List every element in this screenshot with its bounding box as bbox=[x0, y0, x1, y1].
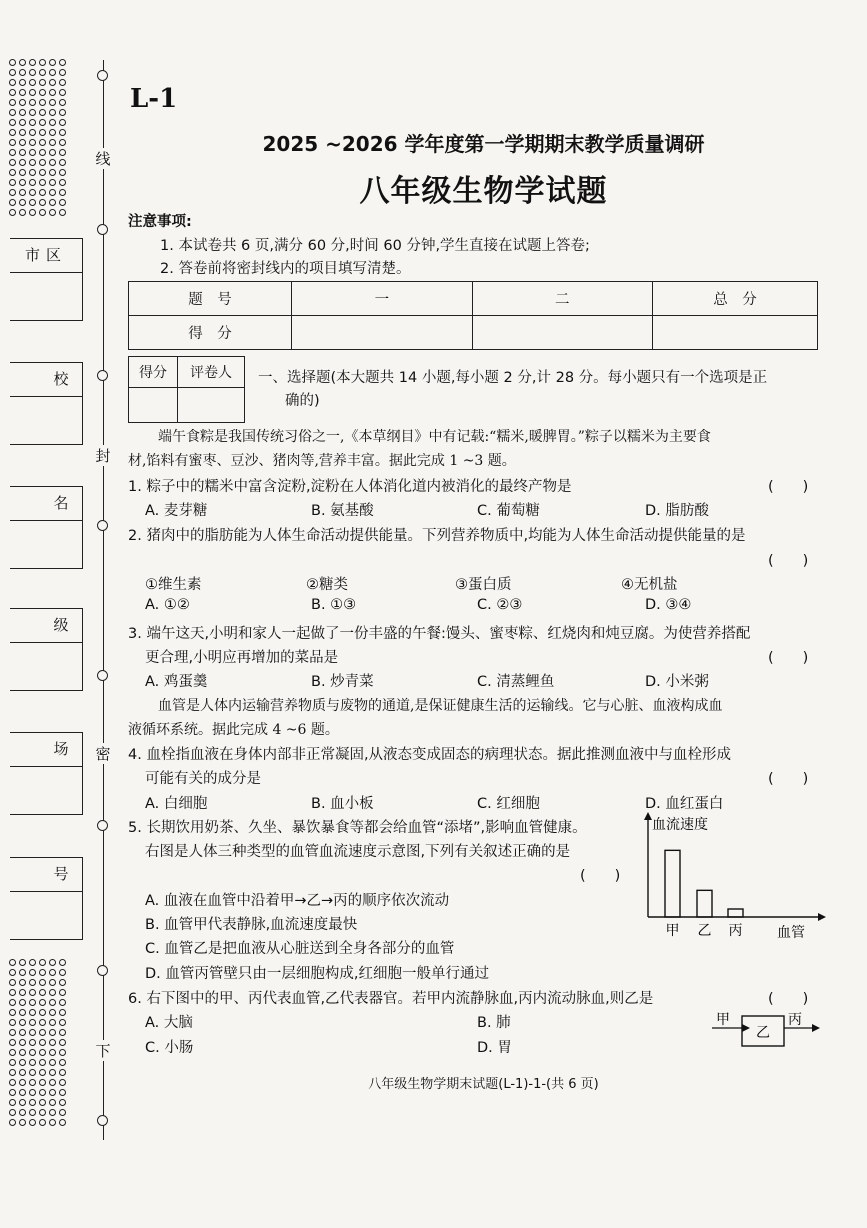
binding-dot bbox=[39, 1119, 46, 1126]
diagram-label-in: 甲 bbox=[716, 1012, 730, 1028]
q4-option-d[interactable]: D. 血红蛋白 bbox=[645, 796, 724, 812]
x-axis-label: 血管 bbox=[777, 925, 805, 941]
binding-dot bbox=[9, 209, 16, 216]
binding-dot bbox=[39, 1099, 46, 1106]
field-box-exam-room[interactable] bbox=[10, 732, 83, 815]
binding-dot bbox=[49, 89, 56, 96]
binding-dot bbox=[49, 999, 56, 1006]
field-box-name[interactable] bbox=[10, 486, 83, 569]
binding-dot bbox=[49, 99, 56, 106]
diagram-label-organ: 乙 bbox=[756, 1025, 770, 1041]
binding-dot bbox=[49, 1069, 56, 1076]
binding-dot bbox=[49, 969, 56, 976]
field-box-district[interactable] bbox=[10, 238, 83, 321]
score-header-part1: 一 bbox=[292, 282, 472, 316]
binding-dot bbox=[59, 999, 66, 1006]
q4-option-b[interactable]: B. 血小板 bbox=[311, 796, 374, 812]
q6-option-b[interactable]: B. 肺 bbox=[477, 1015, 511, 1031]
binding-dot bbox=[49, 979, 56, 986]
grader-table bbox=[128, 356, 245, 423]
passage1-line1: 端午食粽是我国传统习俗之一,《本草纲目》中有记载:“糯米,暖脾胃。”粽子以糯米为主要食 bbox=[158, 429, 711, 445]
binding-dot bbox=[9, 1059, 16, 1066]
binding-dot bbox=[9, 1089, 16, 1096]
q1-option-a[interactable]: A. 麦芽糖 bbox=[145, 503, 208, 519]
binding-dot bbox=[29, 209, 36, 216]
binding-dot bbox=[29, 69, 36, 76]
binding-dot bbox=[59, 89, 66, 96]
binding-dot bbox=[9, 89, 16, 96]
page-footer: 八年级生物学期末试题(L-1)-1-(共 6 页) bbox=[368, 1077, 599, 1092]
q3-option-c[interactable]: C. 清蒸鲤鱼 bbox=[477, 674, 555, 690]
q6-answer-bracket[interactable]: ( ) bbox=[768, 991, 809, 1007]
notice-heading: 注意事项: bbox=[128, 214, 192, 230]
q5-option-a[interactable]: A. 血液在血管中沿着甲→乙→丙的顺序依次流动 bbox=[145, 893, 450, 909]
binding-dot bbox=[49, 109, 56, 116]
binding-dot bbox=[39, 1019, 46, 1026]
binding-dot bbox=[59, 69, 66, 76]
binding-dot bbox=[19, 1019, 26, 1026]
binding-dot bbox=[39, 999, 46, 1006]
q1-option-b[interactable]: B. 氨基酸 bbox=[311, 503, 374, 519]
binding-dot bbox=[59, 119, 66, 126]
seal-circle bbox=[97, 224, 108, 235]
binding-dot bbox=[49, 1089, 56, 1096]
q5-stem: 5. 长期饮用奶茶、久坐、暴饮暴食等都会给血管“添堵”,影响血管健康。 bbox=[128, 820, 587, 836]
binding-dot bbox=[29, 959, 36, 966]
binding-dot bbox=[49, 69, 56, 76]
binding-dot bbox=[59, 1109, 66, 1116]
q3-option-d[interactable]: D. 小米粥 bbox=[645, 674, 709, 690]
q1-answer-bracket[interactable]: ( ) bbox=[768, 479, 809, 495]
q5-option-c[interactable]: C. 血管乙是把血液从心脏送到全身各部分的血管 bbox=[145, 941, 455, 957]
binding-dot bbox=[9, 989, 16, 996]
binding-dot bbox=[59, 99, 66, 106]
field-box-school[interactable] bbox=[10, 362, 83, 445]
q2-item-1: ①维生素 bbox=[145, 577, 202, 593]
binding-dot bbox=[49, 1009, 56, 1016]
binding-dot bbox=[9, 109, 16, 116]
binding-dot bbox=[59, 79, 66, 86]
grader-cell-grader[interactable] bbox=[178, 388, 245, 423]
binding-dot bbox=[59, 1049, 66, 1056]
q4-stem-cont: 可能有关的成分是 bbox=[145, 771, 261, 787]
q5-stem-cont: 右图是人体三种类型的血管血流速度示意图,下列有关叙述正确的是 bbox=[145, 844, 571, 860]
field-label-grade: 级 bbox=[10, 609, 82, 643]
q1-option-d[interactable]: D. 脂肪酸 bbox=[645, 503, 709, 519]
binding-dot bbox=[19, 119, 26, 126]
binding-dot bbox=[39, 959, 46, 966]
binding-dot bbox=[49, 59, 56, 66]
binding-dot bbox=[19, 59, 26, 66]
bar-甲 bbox=[665, 850, 680, 917]
binding-dot bbox=[49, 1019, 56, 1026]
q1-option-c[interactable]: C. 葡萄糖 bbox=[477, 503, 540, 519]
binding-dot bbox=[39, 79, 46, 86]
binding-dot bbox=[9, 1079, 16, 1086]
binding-dot bbox=[19, 109, 26, 116]
q2-option-b[interactable]: B. ①③ bbox=[311, 597, 357, 613]
binding-dot bbox=[29, 1039, 36, 1046]
binding-dot bbox=[39, 1069, 46, 1076]
binding-dot bbox=[29, 999, 36, 1006]
score-row-label: 得 分 bbox=[129, 316, 292, 350]
grader-header-grader: 评卷人 bbox=[178, 357, 245, 388]
q5-option-d[interactable]: D. 血管丙管壁只由一层细胞构成,红细胞一般单行通过 bbox=[145, 966, 489, 982]
section1-heading-cont: 确的) bbox=[285, 393, 320, 409]
binding-dot bbox=[19, 1009, 26, 1016]
binding-dot bbox=[59, 1119, 66, 1126]
binding-dot bbox=[49, 79, 56, 86]
binding-dot bbox=[9, 79, 16, 86]
q2-answer-bracket[interactable]: ( ) bbox=[768, 553, 809, 569]
binding-dot bbox=[39, 99, 46, 106]
binding-dot bbox=[59, 109, 66, 116]
binding-dot bbox=[49, 989, 56, 996]
binding-dot bbox=[39, 1039, 46, 1046]
binding-dot bbox=[59, 1019, 66, 1026]
binding-dot bbox=[19, 999, 26, 1006]
binding-dot bbox=[29, 59, 36, 66]
field-label-number: 号 bbox=[10, 858, 82, 892]
q5-answer-bracket[interactable]: ( ) bbox=[580, 868, 621, 884]
binding-dot bbox=[59, 1069, 66, 1076]
field-label-exam-room: 场 bbox=[10, 733, 82, 767]
arrow-out-icon bbox=[812, 1024, 820, 1032]
score-header-total: 总 分 bbox=[652, 282, 817, 316]
seal-mark-feng: 封 bbox=[93, 445, 113, 466]
binding-dot bbox=[49, 159, 56, 166]
score-table bbox=[128, 281, 818, 350]
binding-dot bbox=[9, 1119, 16, 1126]
binding-dot bbox=[49, 959, 56, 966]
binding-dot bbox=[49, 1079, 56, 1086]
x-axis-arrow-icon bbox=[818, 913, 826, 921]
grader-header-score: 得分 bbox=[129, 357, 178, 388]
binding-dot bbox=[19, 1089, 26, 1096]
binding-dot bbox=[39, 1079, 46, 1086]
field-label-school: 校 bbox=[10, 363, 82, 397]
seal-line bbox=[103, 60, 104, 1140]
seal-circle bbox=[97, 1115, 108, 1126]
binding-dot bbox=[29, 99, 36, 106]
organ-flow-diagram bbox=[712, 1010, 822, 1050]
binding-dot bbox=[9, 1049, 16, 1056]
q4-stem: 4. 血栓指血液在身体内部非正常凝固,从液态变成固态的病理状态。据此推测血液中与血栓形成 bbox=[128, 747, 732, 763]
notice-item-2: 2. 答卷前将密封线内的项目填写清楚。 bbox=[160, 261, 411, 277]
blood-flow-chart bbox=[642, 812, 827, 942]
category-label: 甲 bbox=[665, 923, 680, 939]
binding-dot bbox=[39, 159, 46, 166]
q3-stem-cont: 更合理,小明应再增加的菜品是 bbox=[145, 650, 339, 666]
seal-mark-xian: 线 bbox=[93, 148, 113, 169]
binding-dot bbox=[19, 959, 26, 966]
binding-dot bbox=[29, 1099, 36, 1106]
binding-dot bbox=[29, 969, 36, 976]
binding-dot bbox=[59, 1039, 66, 1046]
arrow-in-icon bbox=[742, 1024, 750, 1032]
q2-option-a[interactable]: A. ①② bbox=[145, 597, 190, 613]
binding-dot bbox=[39, 979, 46, 986]
q3-option-b[interactable]: B. 炒青菜 bbox=[311, 674, 374, 690]
q6-stem: 6. 右下图中的甲、丙代表血管,乙代表器官。若甲内流静脉血,丙内流动脉血,则乙是 bbox=[128, 991, 654, 1007]
q4-option-c[interactable]: C. 红细胞 bbox=[477, 796, 540, 812]
field-box-grade[interactable] bbox=[10, 608, 83, 691]
q1-stem: 1. 粽子中的糯米中富含淀粉,淀粉在人体消化道内被消化的最终产物是 bbox=[128, 479, 572, 495]
binding-dot bbox=[39, 1109, 46, 1116]
binding-dot bbox=[29, 1079, 36, 1086]
binding-dot bbox=[39, 1049, 46, 1056]
binding-dot bbox=[29, 1029, 36, 1036]
score-cell-part2[interactable] bbox=[472, 316, 652, 350]
binding-dot bbox=[49, 1029, 56, 1036]
passage2-line1: 血管是人体内运输营养物质与废物的通道,是保证健康生活的运输线。它与心脏、血液构成血 bbox=[158, 698, 723, 714]
passage1-line2: 材,馅料有蜜枣、豆沙、猪肉等,营养丰富。据此完成 1 ~3 题。 bbox=[128, 453, 516, 469]
binding-dot bbox=[19, 69, 26, 76]
binding-dot bbox=[9, 1069, 16, 1076]
binding-dot bbox=[59, 1059, 66, 1066]
binding-dot bbox=[39, 989, 46, 996]
binding-dot bbox=[9, 1099, 16, 1106]
binding-dot bbox=[19, 89, 26, 96]
passage2-line2: 液循环系统。据此完成 4 ~6 题。 bbox=[128, 722, 339, 738]
binding-dot bbox=[39, 1009, 46, 1016]
binding-dot bbox=[29, 1109, 36, 1116]
binding-dot bbox=[59, 1029, 66, 1036]
y-axis-arrow-icon bbox=[644, 812, 652, 820]
score-cell-total[interactable] bbox=[652, 316, 817, 350]
binding-dot bbox=[29, 109, 36, 116]
q2-item-4: ④无机盐 bbox=[621, 577, 678, 593]
binding-dot bbox=[29, 989, 36, 996]
binding-dot bbox=[19, 1029, 26, 1036]
binding-dot bbox=[19, 1109, 26, 1116]
exam-subtitle: 2025 ~2026 学年度第一学期期末教学质量调研 bbox=[262, 132, 705, 156]
binding-dot bbox=[49, 1039, 56, 1046]
binding-dot bbox=[19, 1039, 26, 1046]
binding-dot bbox=[9, 1029, 16, 1036]
binding-dot bbox=[19, 979, 26, 986]
binding-dot bbox=[9, 1109, 16, 1116]
binding-dot bbox=[19, 1099, 26, 1106]
field-label-name: 名 bbox=[10, 487, 82, 521]
binding-dots-bottom bbox=[8, 958, 70, 1128]
category-label: 乙 bbox=[697, 923, 712, 939]
binding-dot bbox=[9, 959, 16, 966]
q3-option-a[interactable]: A. 鸡蛋羹 bbox=[145, 674, 208, 690]
binding-dot bbox=[19, 1069, 26, 1076]
bar-乙 bbox=[697, 890, 712, 917]
binding-dot bbox=[9, 1019, 16, 1026]
binding-dot bbox=[19, 159, 26, 166]
binding-dot bbox=[39, 969, 46, 976]
binding-dot bbox=[19, 99, 26, 106]
q2-item-3: ③蛋白质 bbox=[455, 577, 512, 593]
seal-circle bbox=[97, 520, 108, 531]
binding-dot bbox=[9, 59, 16, 66]
binding-dot bbox=[39, 119, 46, 126]
binding-dot bbox=[9, 969, 16, 976]
binding-dot bbox=[59, 1099, 66, 1106]
binding-dot bbox=[29, 89, 36, 96]
q4-answer-bracket[interactable]: ( ) bbox=[768, 771, 809, 787]
binding-dot bbox=[29, 1119, 36, 1126]
binding-dot bbox=[59, 209, 66, 216]
seal-circle bbox=[97, 670, 108, 681]
q3-answer-bracket[interactable]: ( ) bbox=[768, 650, 809, 666]
binding-dot bbox=[29, 1089, 36, 1096]
diagram-label-out: 丙 bbox=[788, 1012, 802, 1028]
notice-item-1: 1. 本试卷共 6 页,满分 60 分,时间 60 分钟,学生直接在试题上答卷; bbox=[160, 238, 590, 254]
binding-dot bbox=[59, 59, 66, 66]
seal-mark-mi: 密 bbox=[93, 743, 113, 764]
binding-dot bbox=[39, 209, 46, 216]
field-box-number[interactable] bbox=[10, 857, 83, 940]
binding-dot bbox=[19, 1059, 26, 1066]
score-header-part2: 二 bbox=[472, 282, 652, 316]
binding-dot bbox=[19, 969, 26, 976]
q6-option-d[interactable]: D. 胃 bbox=[477, 1040, 512, 1056]
binding-dot bbox=[9, 119, 16, 126]
binding-dot bbox=[49, 209, 56, 216]
score-header-question: 题 号 bbox=[129, 282, 292, 316]
binding-dot bbox=[29, 159, 36, 166]
binding-dot bbox=[59, 1089, 66, 1096]
grader-cell-score[interactable] bbox=[129, 388, 178, 423]
binding-dot bbox=[19, 79, 26, 86]
binding-dot bbox=[29, 79, 36, 86]
seal-mark-xia: 下 bbox=[93, 1040, 113, 1061]
binding-dot bbox=[19, 989, 26, 996]
binding-dot bbox=[39, 1059, 46, 1066]
bar-丙 bbox=[728, 909, 743, 917]
binding-dot bbox=[9, 1039, 16, 1046]
exam-title: 八年级生物学试题 bbox=[359, 174, 608, 209]
seal-circle bbox=[97, 70, 108, 81]
section1-heading: 一、选择题(本大题共 14 小题,每小题 2 分,计 28 分。每小题只有一个选项是正 bbox=[258, 370, 768, 386]
q6-option-a[interactable]: A. 大脑 bbox=[145, 1015, 193, 1031]
category-label: 丙 bbox=[728, 923, 743, 939]
binding-dot bbox=[29, 979, 36, 986]
binding-dot bbox=[49, 1119, 56, 1126]
score-cell-part1[interactable] bbox=[292, 316, 472, 350]
binding-dot bbox=[19, 1079, 26, 1086]
binding-dot bbox=[39, 1089, 46, 1096]
q2-option-d[interactable]: D. ③④ bbox=[645, 597, 692, 613]
binding-dot bbox=[59, 1009, 66, 1016]
binding-dot bbox=[39, 109, 46, 116]
q3-stem: 3. 端午这天,小明和家人一起做了一份丰盛的午餐:馒头、蜜枣粽、红烧肉和炖豆腐。为使营养搭配 bbox=[128, 626, 751, 642]
binding-dot bbox=[49, 119, 56, 126]
binding-dot bbox=[39, 1029, 46, 1036]
binding-dot bbox=[9, 979, 16, 986]
seal-circle bbox=[97, 370, 108, 381]
binding-dot bbox=[29, 1009, 36, 1016]
binding-dot bbox=[29, 1049, 36, 1056]
binding-dot bbox=[59, 979, 66, 986]
binding-dot bbox=[59, 969, 66, 976]
binding-dot bbox=[19, 1049, 26, 1056]
field-label-district: 市区 bbox=[10, 239, 82, 273]
q2-item-2: ②糖类 bbox=[306, 577, 348, 593]
binding-dot bbox=[59, 159, 66, 166]
seal-circle bbox=[97, 820, 108, 831]
binding-dot bbox=[9, 69, 16, 76]
q6-option-c[interactable]: C. 小肠 bbox=[145, 1040, 194, 1056]
binding-dot bbox=[59, 959, 66, 966]
binding-dot bbox=[9, 99, 16, 106]
binding-dot bbox=[29, 119, 36, 126]
seal-circle bbox=[97, 965, 108, 976]
binding-dot bbox=[19, 1119, 26, 1126]
binding-dot bbox=[39, 59, 46, 66]
q5-option-b[interactable]: B. 血管甲代表静脉,血流速度最快 bbox=[145, 917, 358, 933]
binding-dot bbox=[39, 89, 46, 96]
binding-dot bbox=[59, 989, 66, 996]
q4-option-a[interactable]: A. 白细胞 bbox=[145, 796, 208, 812]
binding-dot bbox=[39, 69, 46, 76]
binding-dot bbox=[19, 209, 26, 216]
binding-dot bbox=[29, 1059, 36, 1066]
q2-option-c[interactable]: C. ②③ bbox=[477, 597, 523, 613]
binding-dot bbox=[49, 1099, 56, 1106]
y-axis-label: 血流速度 bbox=[652, 817, 708, 833]
binding-dot bbox=[49, 1109, 56, 1116]
paper-code: L-1 bbox=[130, 84, 178, 114]
binding-dot bbox=[29, 1019, 36, 1026]
q2-stem: 2. 猪肉中的脂肪能为人体生命活动提供能量。下列营养物质中,均能为人体生命活动提供能量的是 bbox=[128, 528, 746, 544]
binding-dot bbox=[29, 1069, 36, 1076]
binding-dot bbox=[9, 1009, 16, 1016]
binding-dot bbox=[49, 1059, 56, 1066]
binding-dot bbox=[59, 1079, 66, 1086]
binding-dot bbox=[9, 999, 16, 1006]
binding-dot bbox=[49, 1049, 56, 1056]
binding-dot bbox=[9, 159, 16, 166]
